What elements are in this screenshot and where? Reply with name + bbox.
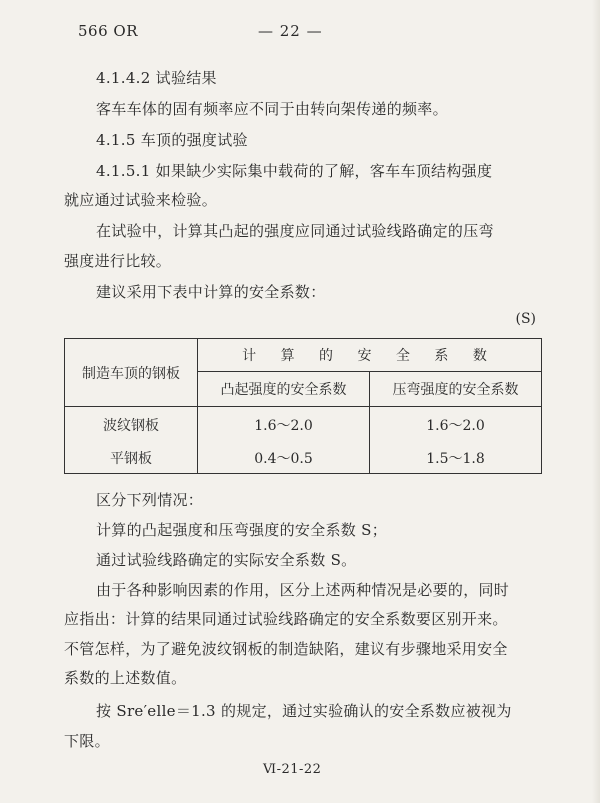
table-unit-label: (S) [515, 311, 536, 327]
paragraph-line: 客车车体的固有频率应不同于由转向架传递的频率。 [96, 100, 448, 118]
paragraph-line: 由于各种影响因素的作用，区分上述两种情况是必要的，同时 [96, 581, 510, 599]
safety-factor-table [64, 338, 542, 474]
paragraph-line: 强度进行比较。 [64, 252, 172, 270]
table-row-header: 制造车顶的钢板 [65, 339, 198, 407]
paragraph-line: 应指出：计算的结果同通过试验线路确定的安全系数要区别开来。 [64, 610, 508, 628]
table-row [65, 407, 542, 444]
section-heading-4-1-5: 4.1.5 车顶的强度试验 [96, 131, 248, 149]
running-header: 566 OR [78, 22, 138, 40]
table-cell: 0.4～0.5 [198, 443, 370, 474]
scan-edge-shadow [592, 0, 600, 803]
paragraph-line: 按 Sre′elle＝1.3 的规定，通过实验确认的安全系数应被视为 [96, 702, 512, 720]
paragraph-line: 系数的上述数值。 [64, 669, 187, 687]
section-heading-4-1-4-2: 4.1.4.2 试验结果 [96, 69, 217, 87]
table-cell: 1.6～2.0 [198, 407, 370, 444]
table-cell: 1.6～2.0 [369, 407, 541, 444]
paragraph-line: 4.1.5.1 如果缺少实际集中载荷的了解，客车车顶结构强度 [96, 162, 493, 180]
table-cell: 1.5～1.8 [369, 443, 541, 474]
paragraph-line: 计算的凸起强度和压弯强度的安全系数 S； [96, 521, 388, 539]
table-col-header: 压弯强度的安全系数 [369, 372, 541, 407]
table-cell-label: 平钢板 [65, 443, 198, 474]
paragraph-line: 建议采用下表中计算的安全系数： [96, 283, 326, 301]
page-footer: Ⅵ-21-22 [263, 762, 322, 777]
table-col-header: 凸起强度的安全系数 [198, 372, 370, 407]
paragraph-line: 下限。 [64, 732, 110, 750]
table-row [65, 443, 542, 474]
paragraph-line: 通过试验线路确定的实际安全系数 S。 [96, 551, 357, 569]
paragraph-line: 就应通过试验来检验。 [64, 191, 218, 209]
paragraph-line: 区分下列情况： [96, 491, 204, 509]
page-number: — 22 — [258, 22, 323, 40]
paragraph-line: 在试验中，计算其凸起的强度应同通过试验线路确定的压弯 [96, 222, 494, 240]
table-group-header: 计 算 的 安 全 系 数 [198, 339, 542, 372]
paragraph-line: 不管怎样，为了避免波纹钢板的制造缺陷，建议有步骤地采用安全 [64, 640, 508, 658]
table-cell-label: 波纹钢板 [65, 407, 198, 444]
